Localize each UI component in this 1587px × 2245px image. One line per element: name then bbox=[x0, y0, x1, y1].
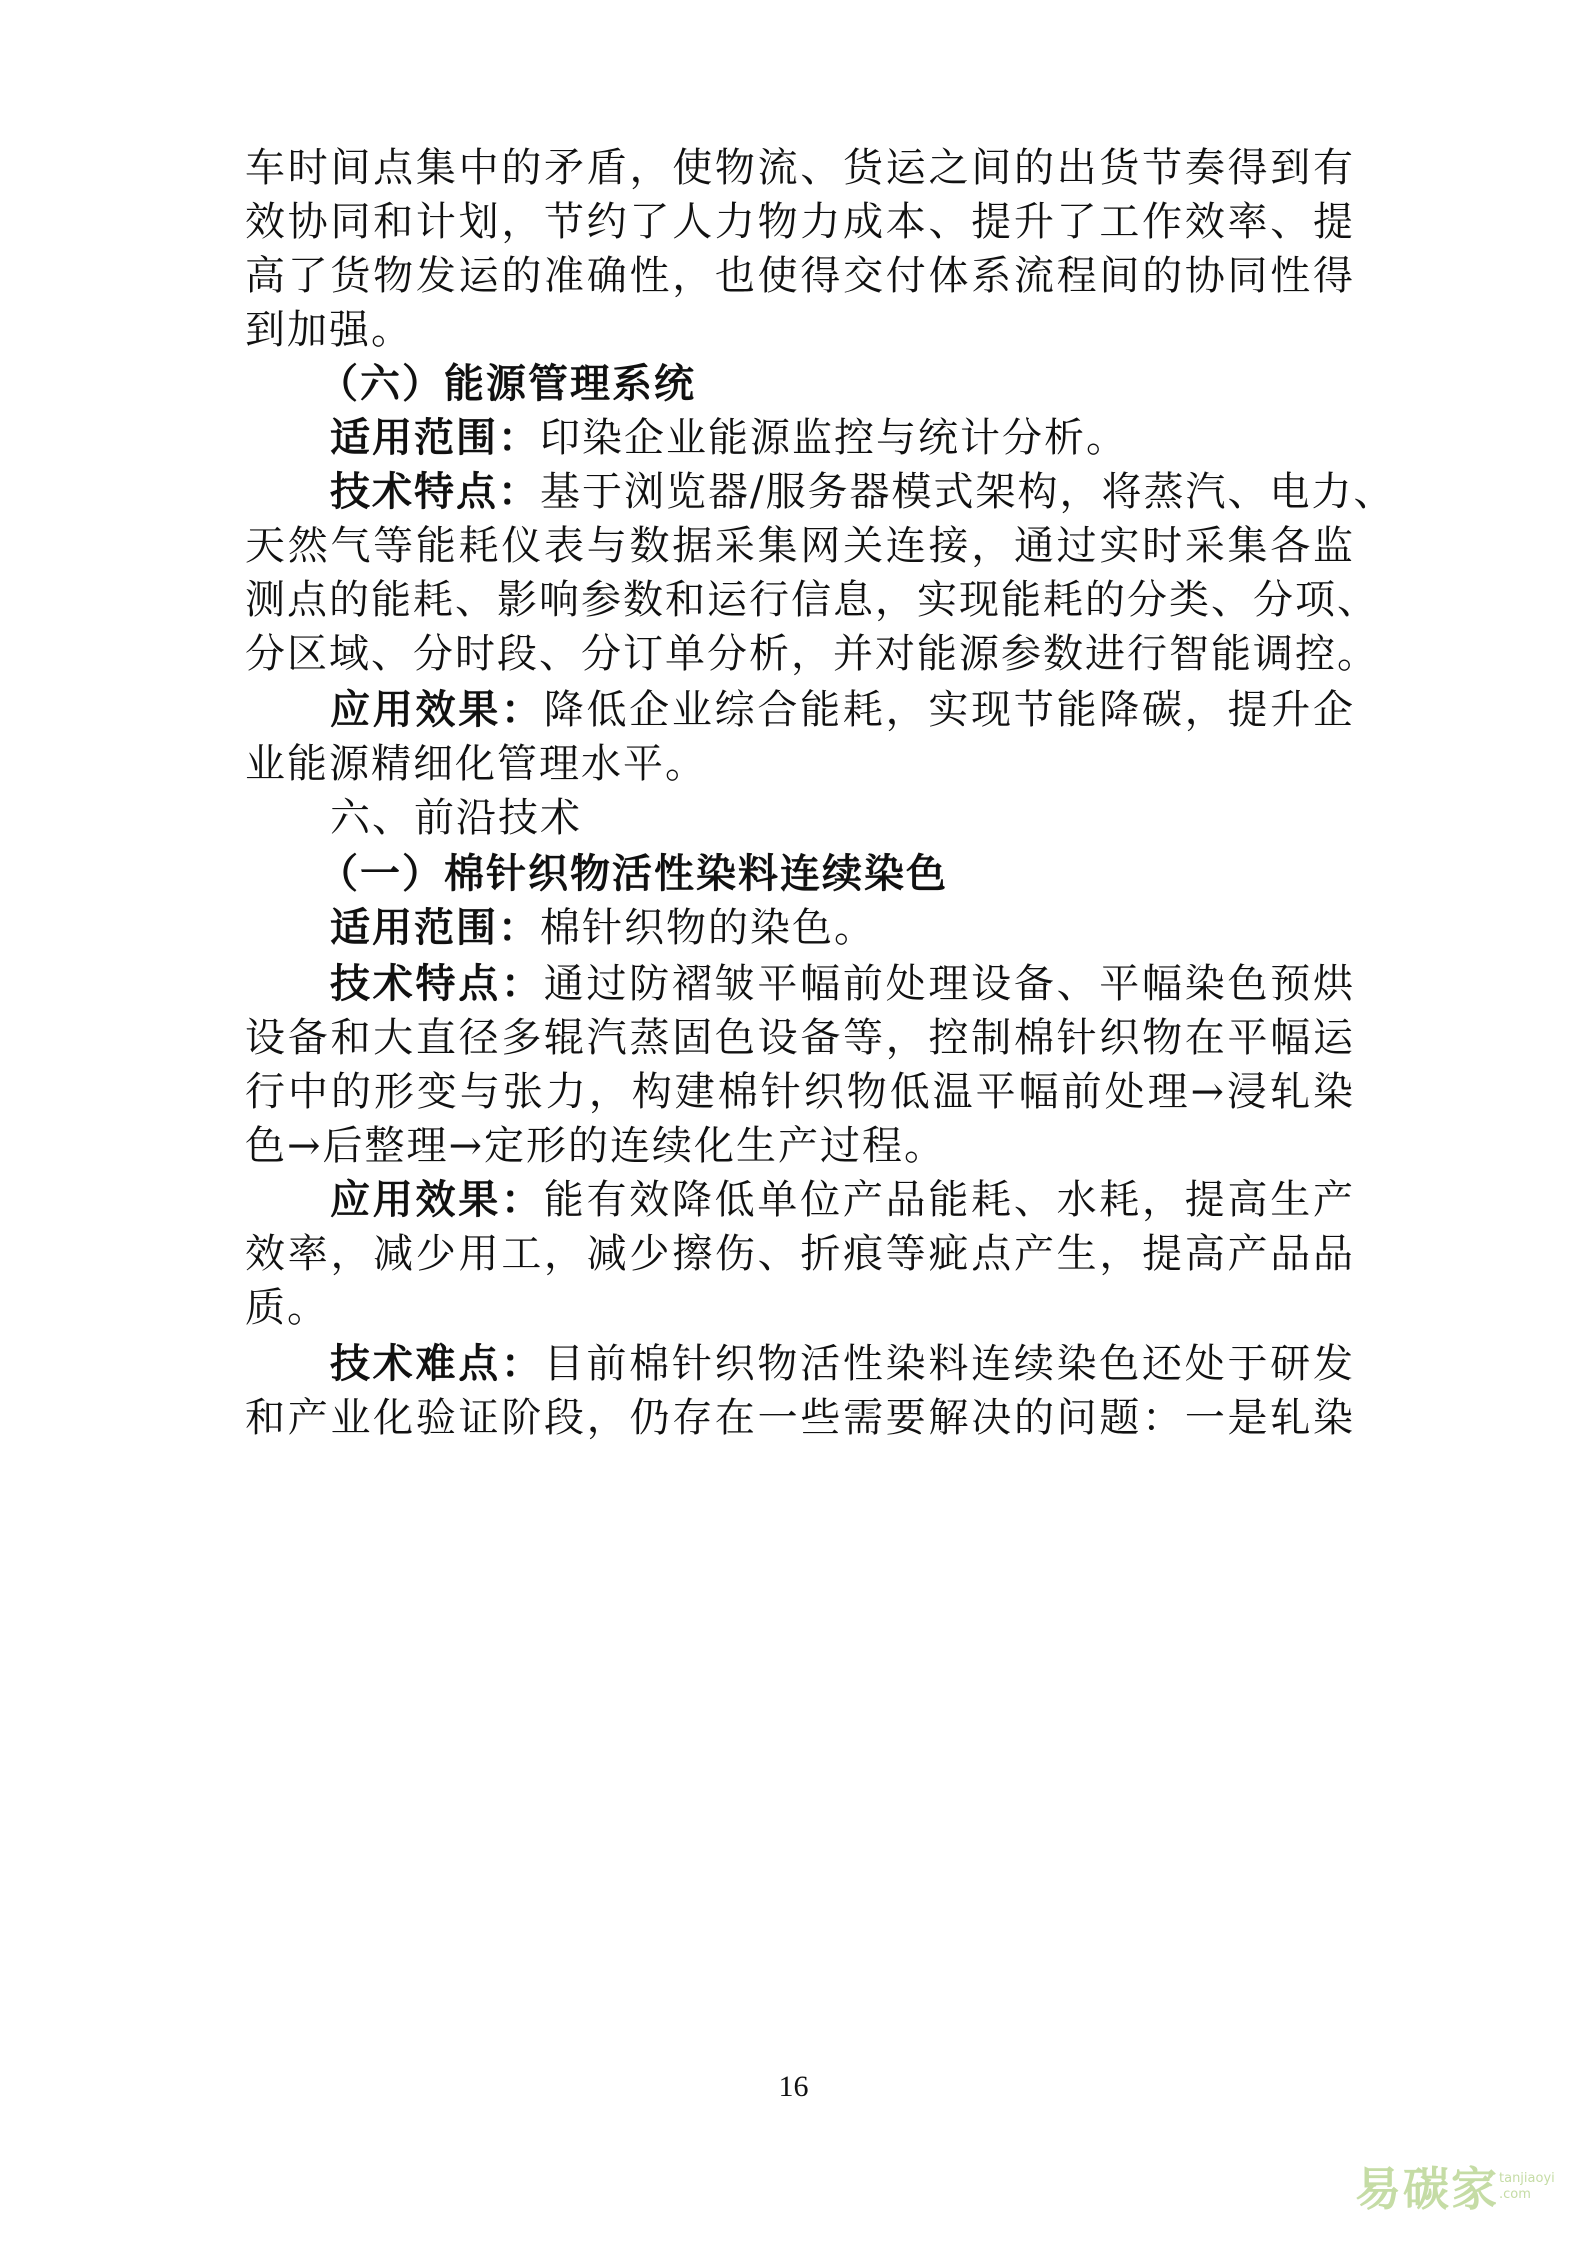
cotton-feature-line: 通过防褶皱平幅前处理设备、平幅染色预烘 bbox=[543, 961, 1356, 1007]
paragraph-line: 车时间点集中的矛盾，使物流、货运之间的出货节奏得到有 bbox=[245, 145, 1355, 191]
cotton-difficulty-paragraph bbox=[330, 1336, 1355, 1392]
energy-scope-text: 印染企业能源监控与统计分析。 bbox=[540, 415, 1128, 461]
paragraph-line: 业能源精细化管理水平。 bbox=[245, 741, 707, 787]
section-heading-cotton: （一）棉针织物活性染料连续染色 bbox=[318, 851, 948, 897]
energy-effect-label: 应用效果： bbox=[330, 687, 544, 733]
paragraph-line: 行中的形变与张力，构建棉针织物低温平幅前处理→浸轧染 bbox=[245, 1069, 1355, 1115]
paragraph-line: 天然气等能耗仪表与数据采集网关连接，通过实时采集各监 bbox=[245, 523, 1355, 569]
paragraph-line: 和产业化验证阶段，仍存在一些需要解决的问题：一是轧染 bbox=[245, 1395, 1355, 1441]
energy-scope-paragraph bbox=[330, 410, 1355, 466]
paragraph-line: 高了货物发运的准确性，也使得交付体系流程间的协同性得 bbox=[245, 253, 1355, 299]
paragraph-line: 设备和大直径多辊汽蒸固色设备等，控制棉针织物在平幅运 bbox=[245, 1015, 1355, 1061]
cotton-difficulty-line: 目前棉针织物活性染料连续染色还处于研发 bbox=[543, 1341, 1356, 1387]
watermark-logo bbox=[1349, 2155, 1559, 2225]
watermark-brand: 易碳家 bbox=[1355, 2162, 1499, 2216]
cotton-scope-paragraph bbox=[330, 900, 1355, 956]
cotton-effect-line: 能有效降低单位产品能耗、水耗，提高生产 bbox=[543, 1177, 1356, 1223]
cotton-feature-label: 技术特点： bbox=[330, 961, 544, 1007]
section-heading-energy: （六）能源管理系统 bbox=[318, 361, 696, 407]
chapter-heading-frontier: 六、前沿技术 bbox=[330, 795, 582, 841]
paragraph-line: 质。 bbox=[245, 1285, 329, 1331]
cotton-scope-text: 棉针织物的染色。 bbox=[540, 905, 876, 951]
paragraph-line: 测点的能耗、影响参数和运行信息，实现能耗的分类、分项、 bbox=[245, 577, 1379, 623]
paragraph-line: 色→后整理→定形的连续化生产过程。 bbox=[245, 1123, 947, 1169]
cotton-effect-paragraph bbox=[330, 1172, 1355, 1228]
cotton-effect-label: 应用效果： bbox=[330, 1177, 544, 1223]
paragraph-line: 到加强。 bbox=[245, 307, 413, 353]
paragraph-line: 效率，减少用工，减少擦伤、折痕等疵点产生，提高产品品 bbox=[245, 1231, 1355, 1277]
energy-effect-paragraph bbox=[330, 682, 1355, 738]
cotton-feature-paragraph bbox=[330, 956, 1355, 1012]
paragraph-line: 分区域、分时段、分订单分析，并对能源参数进行智能调控。 bbox=[245, 631, 1379, 677]
energy-effect-line: 降低企业综合能耗，实现节能降碳，提升企 bbox=[543, 687, 1356, 733]
energy-feature-paragraph bbox=[330, 464, 1396, 520]
watermark-url: tanjiaoyi .com bbox=[1499, 2171, 1555, 2202]
cotton-scope-label: 适用范围： bbox=[330, 905, 540, 951]
energy-feature-label: 技术特点： bbox=[330, 469, 540, 515]
energy-feature-line: 基于浏览器/服务器模式架构，将蒸汽、电力、 bbox=[540, 469, 1396, 515]
energy-scope-label: 适用范围： bbox=[330, 415, 540, 461]
cotton-difficulty-label: 技术难点： bbox=[330, 1341, 544, 1387]
page-number: 16 bbox=[778, 2070, 809, 2103]
paragraph-line: 效协同和计划，节约了人力物力成本、提升了工作效率、提 bbox=[245, 199, 1355, 245]
